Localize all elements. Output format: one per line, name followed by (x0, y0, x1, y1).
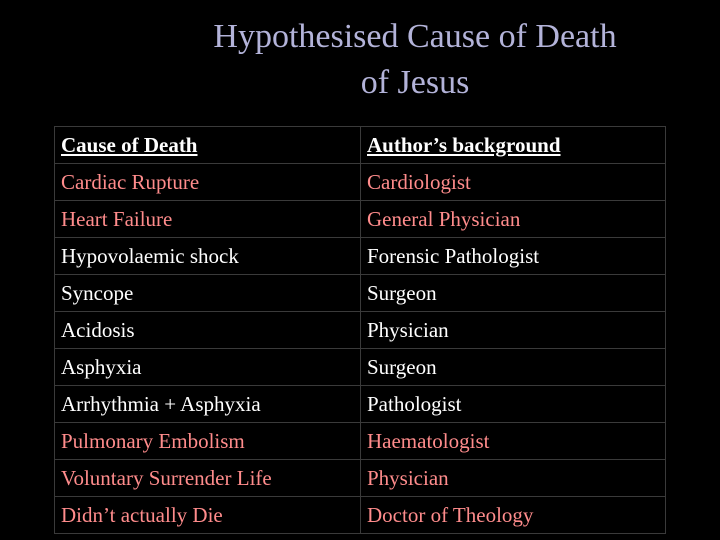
table-row (55, 423, 666, 460)
table-row (55, 497, 666, 534)
background-cell: Haematologist (361, 423, 666, 460)
header-authors-background: Author’s background (361, 127, 666, 164)
table-row (55, 460, 666, 497)
slide-title-line-2: of Jesus (360, 64, 470, 101)
slide-title (140, 14, 690, 106)
cause-cell: Cardiac Rupture (55, 164, 361, 201)
cause-cell: Didn’t actually Die (55, 497, 361, 534)
table-row (55, 201, 666, 238)
background-cell: Surgeon (361, 275, 666, 312)
background-cell: Cardiologist (361, 164, 666, 201)
header-cause-of-death: Cause of Death (55, 127, 361, 164)
table-header-row (55, 127, 666, 164)
cause-of-death-table (54, 126, 666, 534)
table-row (55, 312, 666, 349)
table-row (55, 386, 666, 423)
slide-title-line-1: Hypothesised Cause of Death (213, 18, 617, 55)
cause-cell: Acidosis (55, 312, 361, 349)
background-cell: Pathologist (361, 386, 666, 423)
table-row (55, 275, 666, 312)
table-row (55, 349, 666, 386)
background-cell: Physician (361, 312, 666, 349)
background-cell: Surgeon (361, 349, 666, 386)
table-row (55, 238, 666, 275)
background-cell: Doctor of Theology (361, 497, 666, 534)
cause-cell: Hypovolaemic shock (55, 238, 361, 275)
background-cell: Physician (361, 460, 666, 497)
cause-cell: Heart Failure (55, 201, 361, 238)
background-cell: Forensic Pathologist (361, 238, 666, 275)
cause-cell: Arrhythmia + Asphyxia (55, 386, 361, 423)
cause-cell: Asphyxia (55, 349, 361, 386)
cause-cell: Syncope (55, 275, 361, 312)
background-cell: General Physician (361, 201, 666, 238)
table-row (55, 164, 666, 201)
cause-cell: Voluntary Surrender Life (55, 460, 361, 497)
cause-cell: Pulmonary Embolism (55, 423, 361, 460)
